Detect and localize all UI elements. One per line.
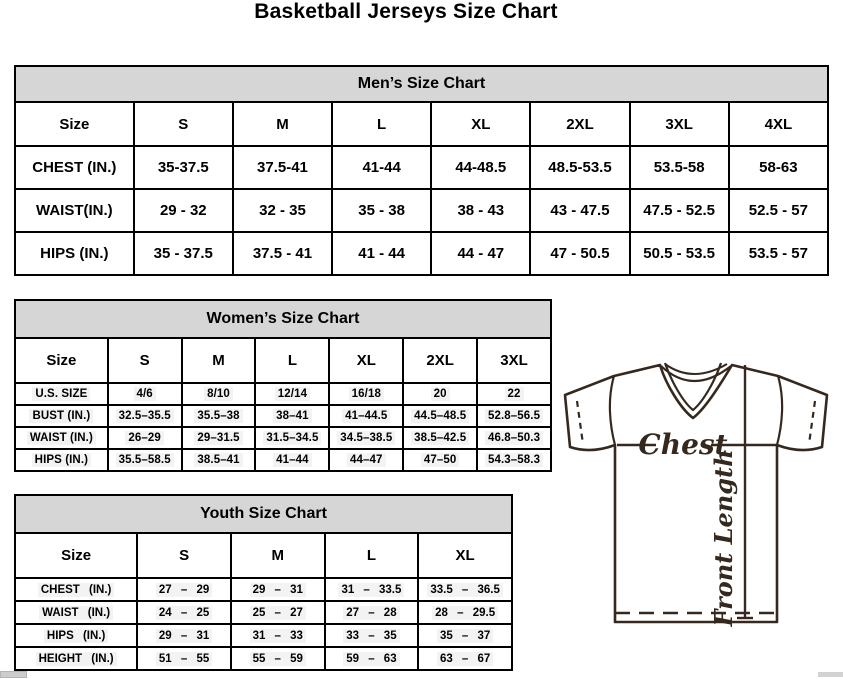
- cell-text: 4/6: [134, 387, 156, 401]
- scrollbar-fragment-left[interactable]: [0, 671, 27, 678]
- cell-text: 35.5–58.5: [116, 453, 174, 467]
- column-header-3xl: 3XL: [477, 338, 551, 383]
- cell-text: 44.5–48.5: [411, 409, 469, 423]
- size-value-cell: [231, 601, 325, 624]
- size-value-cell: [418, 578, 512, 601]
- size-value-cell: [477, 383, 551, 405]
- column-header-size: Size: [15, 533, 137, 578]
- size-value-cell: [231, 578, 325, 601]
- cell-text: 34.5–38.5: [337, 431, 395, 445]
- cell-text: 16/18: [349, 387, 384, 401]
- cell-text: 35.5–38: [194, 409, 242, 423]
- cell-text: 38–41: [273, 409, 311, 423]
- size-value-cell: [182, 405, 256, 427]
- size-value-cell: [137, 601, 231, 624]
- size-value-cell: 47.5 - 52.5: [630, 189, 729, 232]
- size-value-cell: 58-63: [729, 146, 828, 189]
- table-row: [15, 427, 551, 449]
- size-value-cell: [403, 427, 477, 449]
- page-title: Basketball Jerseys Size Chart: [254, 0, 558, 23]
- size-value-cell: 35 - 38: [332, 189, 431, 232]
- table-row: [15, 383, 551, 405]
- cell-text: 29–31.5: [194, 431, 242, 445]
- row-label: HIPS (IN.): [15, 232, 134, 275]
- size-value-cell: 35-37.5: [134, 146, 233, 189]
- row-label: [15, 578, 137, 601]
- column-header-s: S: [108, 338, 182, 383]
- row-label: WAIST(IN.): [15, 189, 134, 232]
- size-value-cell: [477, 427, 551, 449]
- youth-table: [14, 494, 513, 671]
- cell-text: 24 – 25: [156, 606, 212, 620]
- size-value-cell: [255, 427, 329, 449]
- size-value-cell: [108, 449, 182, 471]
- size-value-cell: 50.5 - 53.5: [630, 232, 729, 275]
- cell-text: 8/10: [204, 387, 233, 401]
- womens-table: [14, 299, 552, 472]
- table-row: [15, 601, 512, 624]
- row-label: [15, 427, 108, 449]
- size-value-cell: 37.5 - 41: [233, 232, 332, 275]
- column-header-4xl: 4XL: [729, 102, 828, 146]
- size-value-cell: [182, 427, 256, 449]
- column-header-xl: XL: [431, 102, 530, 146]
- womens-chart-title: Women’s Size Chart: [15, 300, 551, 338]
- size-value-cell: [418, 601, 512, 624]
- column-header-m: M: [233, 102, 332, 146]
- column-header-2xl: 2XL: [403, 338, 477, 383]
- table-row: [15, 189, 828, 232]
- size-value-cell: 44-48.5: [431, 146, 530, 189]
- front-length-label: Front Length: [709, 449, 738, 627]
- cell-text: 55 – 59: [250, 652, 306, 666]
- size-value-cell: [255, 383, 329, 405]
- size-value-cell: [137, 578, 231, 601]
- mens-table: [14, 65, 829, 276]
- size-value-cell: 53.5-58: [630, 146, 729, 189]
- column-header-s: S: [134, 102, 233, 146]
- size-value-cell: [403, 405, 477, 427]
- size-value-cell: [329, 405, 403, 427]
- cell-text: HEIGHT (IN.): [36, 652, 117, 666]
- cell-text: 20: [431, 387, 450, 401]
- table-row: [15, 449, 551, 471]
- cell-text: HIPS (IN.): [32, 453, 91, 467]
- cell-text: 59 – 63: [343, 652, 399, 666]
- cell-text: 22: [505, 387, 524, 401]
- cell-text: 44–47: [347, 453, 385, 467]
- size-value-cell: [108, 427, 182, 449]
- size-value-cell: [255, 405, 329, 427]
- size-value-cell: [231, 647, 325, 670]
- cell-text: 51 – 55: [156, 652, 212, 666]
- size-value-cell: [403, 383, 477, 405]
- size-value-cell: [325, 601, 419, 624]
- table-row: [15, 578, 512, 601]
- cell-text: WAIST (IN.): [39, 606, 113, 620]
- size-value-cell: [255, 449, 329, 471]
- cell-text: 29 – 31: [156, 629, 212, 643]
- size-value-cell: 43 - 47.5: [530, 189, 629, 232]
- womens-size-chart-table: [14, 299, 552, 472]
- youth-chart-title: Youth Size Chart: [15, 495, 512, 533]
- size-value-cell: [137, 647, 231, 670]
- size-value-cell: 53.5 - 57: [729, 232, 828, 275]
- row-label: [15, 647, 137, 670]
- column-header-xl: XL: [418, 533, 512, 578]
- size-value-cell: 47 - 50.5: [530, 232, 629, 275]
- cell-text: 28 – 29.5: [432, 606, 498, 620]
- size-value-cell: [403, 449, 477, 471]
- column-header-xl: XL: [329, 338, 403, 383]
- cell-text: 52.8–56.5: [485, 409, 543, 423]
- row-label: [15, 449, 108, 471]
- cell-text: 38.5–42.5: [411, 431, 469, 445]
- row-label: CHEST (IN.): [15, 146, 134, 189]
- size-value-cell: 32 - 35: [233, 189, 332, 232]
- cell-text: 33 – 35: [343, 629, 399, 643]
- size-value-cell: [108, 405, 182, 427]
- cell-text: 32.5–35.5: [116, 409, 174, 423]
- size-value-cell: [329, 427, 403, 449]
- size-value-cell: 41-44: [332, 146, 431, 189]
- cell-text: U.S. SIZE: [32, 387, 90, 401]
- cell-text: 38.5–41: [194, 453, 242, 467]
- size-value-cell: 52.5 - 57: [729, 189, 828, 232]
- table-row: [15, 624, 512, 647]
- cell-text: 33.5 – 36.5: [427, 583, 503, 597]
- jersey-measurement-diagram-icon: [556, 360, 838, 632]
- column-header-size: Size: [15, 102, 134, 146]
- size-value-cell: 48.5-53.5: [530, 146, 629, 189]
- cell-text: 27 – 29: [156, 583, 212, 597]
- cell-text: 25 – 27: [250, 606, 306, 620]
- size-value-cell: 44 - 47: [431, 232, 530, 275]
- size-value-cell: [325, 624, 419, 647]
- size-value-cell: [329, 383, 403, 405]
- jersey-outline: [565, 365, 827, 622]
- cell-text: 31.5–34.5: [263, 431, 321, 445]
- table-row: [15, 146, 828, 189]
- size-value-cell: [137, 624, 231, 647]
- column-header-l: L: [332, 102, 431, 146]
- cell-text: BUST (IN.): [29, 409, 93, 423]
- cell-text: 54.3–58.3: [485, 453, 543, 467]
- cell-text: 26–29: [125, 431, 163, 445]
- cell-text: WAIST (IN.): [27, 431, 96, 445]
- column-header-size: Size: [15, 338, 108, 383]
- scrollbar-fragment-right[interactable]: [818, 672, 843, 677]
- cell-text: 27 – 28: [343, 606, 399, 620]
- size-value-cell: [477, 449, 551, 471]
- row-label: [15, 383, 108, 405]
- column-header-3xl: 3XL: [630, 102, 729, 146]
- size-value-cell: [182, 449, 256, 471]
- cell-text: 35 – 37: [437, 629, 493, 643]
- size-value-cell: 41 - 44: [332, 232, 431, 275]
- cell-text: 46.8–50.3: [485, 431, 543, 445]
- size-value-cell: 38 - 43: [431, 189, 530, 232]
- size-value-cell: [418, 624, 512, 647]
- chest-label: Chest: [638, 428, 728, 461]
- row-label: [15, 405, 108, 427]
- cell-text: 47–50: [421, 453, 459, 467]
- cell-text: CHEST (IN.): [38, 583, 115, 597]
- mens-chart-title: Men’s Size Chart: [15, 66, 828, 102]
- cell-text: 12/14: [275, 387, 310, 401]
- size-value-cell: [418, 647, 512, 670]
- size-value-cell: [477, 405, 551, 427]
- column-header-l: L: [255, 338, 329, 383]
- table-row: [15, 232, 828, 275]
- cell-text: 63 – 67: [437, 652, 493, 666]
- size-value-cell: [182, 383, 256, 405]
- size-value-cell: [325, 647, 419, 670]
- column-header-m: M: [182, 338, 256, 383]
- cell-text: 41–44.5: [342, 409, 390, 423]
- column-header-s: S: [137, 533, 231, 578]
- size-value-cell: [231, 624, 325, 647]
- row-label: [15, 601, 137, 624]
- column-header-l: L: [325, 533, 419, 578]
- table-row: [15, 405, 551, 427]
- cell-text: HIPS (IN.): [44, 629, 108, 643]
- cell-text: 31 – 33: [250, 629, 306, 643]
- cell-text: 29 – 31: [250, 583, 306, 597]
- mens-size-chart-table: [14, 65, 829, 276]
- size-value-cell: 35 - 37.5: [134, 232, 233, 275]
- youth-size-chart-table: [14, 494, 513, 671]
- cell-text: 41–44: [273, 453, 311, 467]
- size-value-cell: 29 - 32: [134, 189, 233, 232]
- size-value-cell: 37.5-41: [233, 146, 332, 189]
- table-row: [15, 647, 512, 670]
- size-value-cell: [108, 383, 182, 405]
- size-value-cell: [329, 449, 403, 471]
- row-label: [15, 624, 137, 647]
- column-header-2xl: 2XL: [530, 102, 629, 146]
- size-value-cell: [325, 578, 419, 601]
- column-header-m: M: [231, 533, 325, 578]
- cell-text: 31 – 33.5: [338, 583, 404, 597]
